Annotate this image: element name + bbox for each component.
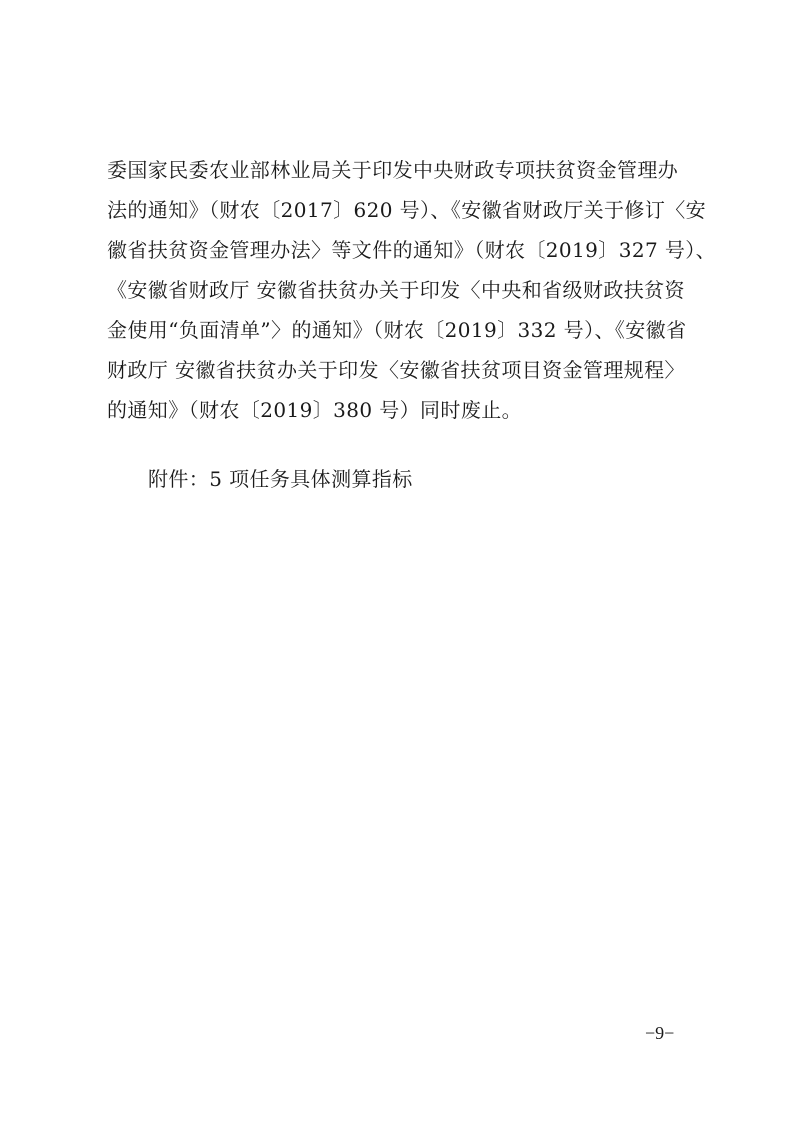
paragraph-line: 财政厅 安徽省扶贫办关于印发〈安徽省扶贫项目资金管理规程〉 [107, 358, 685, 382]
paragraph-line: 《安徽省财政厅 安徽省扶贫办关于印发〈中央和省级财政扶贫资 [107, 278, 685, 302]
attachment-note: 附件：5 项任务具体测算指标 [148, 467, 413, 491]
body-paragraph [107, 150, 717, 430]
page-number: −9− [645, 1023, 675, 1043]
paragraph-line: 委国家民委农业部林业局关于印发中央财政专项扶贫资金管理办 [107, 158, 679, 182]
paragraph-line: 的通知》（财农〔2019〕380 号）同时废止。 [107, 398, 523, 422]
paragraph-line: 法的通知》（财农〔2017〕620 号）、《安徽省财政厅关于修订〈安 [107, 198, 707, 222]
paragraph-line: 金使用“负面清单”〉的通知》（财农〔2019〕332 号）、《安徽省 [107, 318, 687, 342]
paragraph-line: 徽省扶贫资金管理办法〉等文件的通知》（财农〔2019〕327 号）、 [107, 238, 717, 262]
